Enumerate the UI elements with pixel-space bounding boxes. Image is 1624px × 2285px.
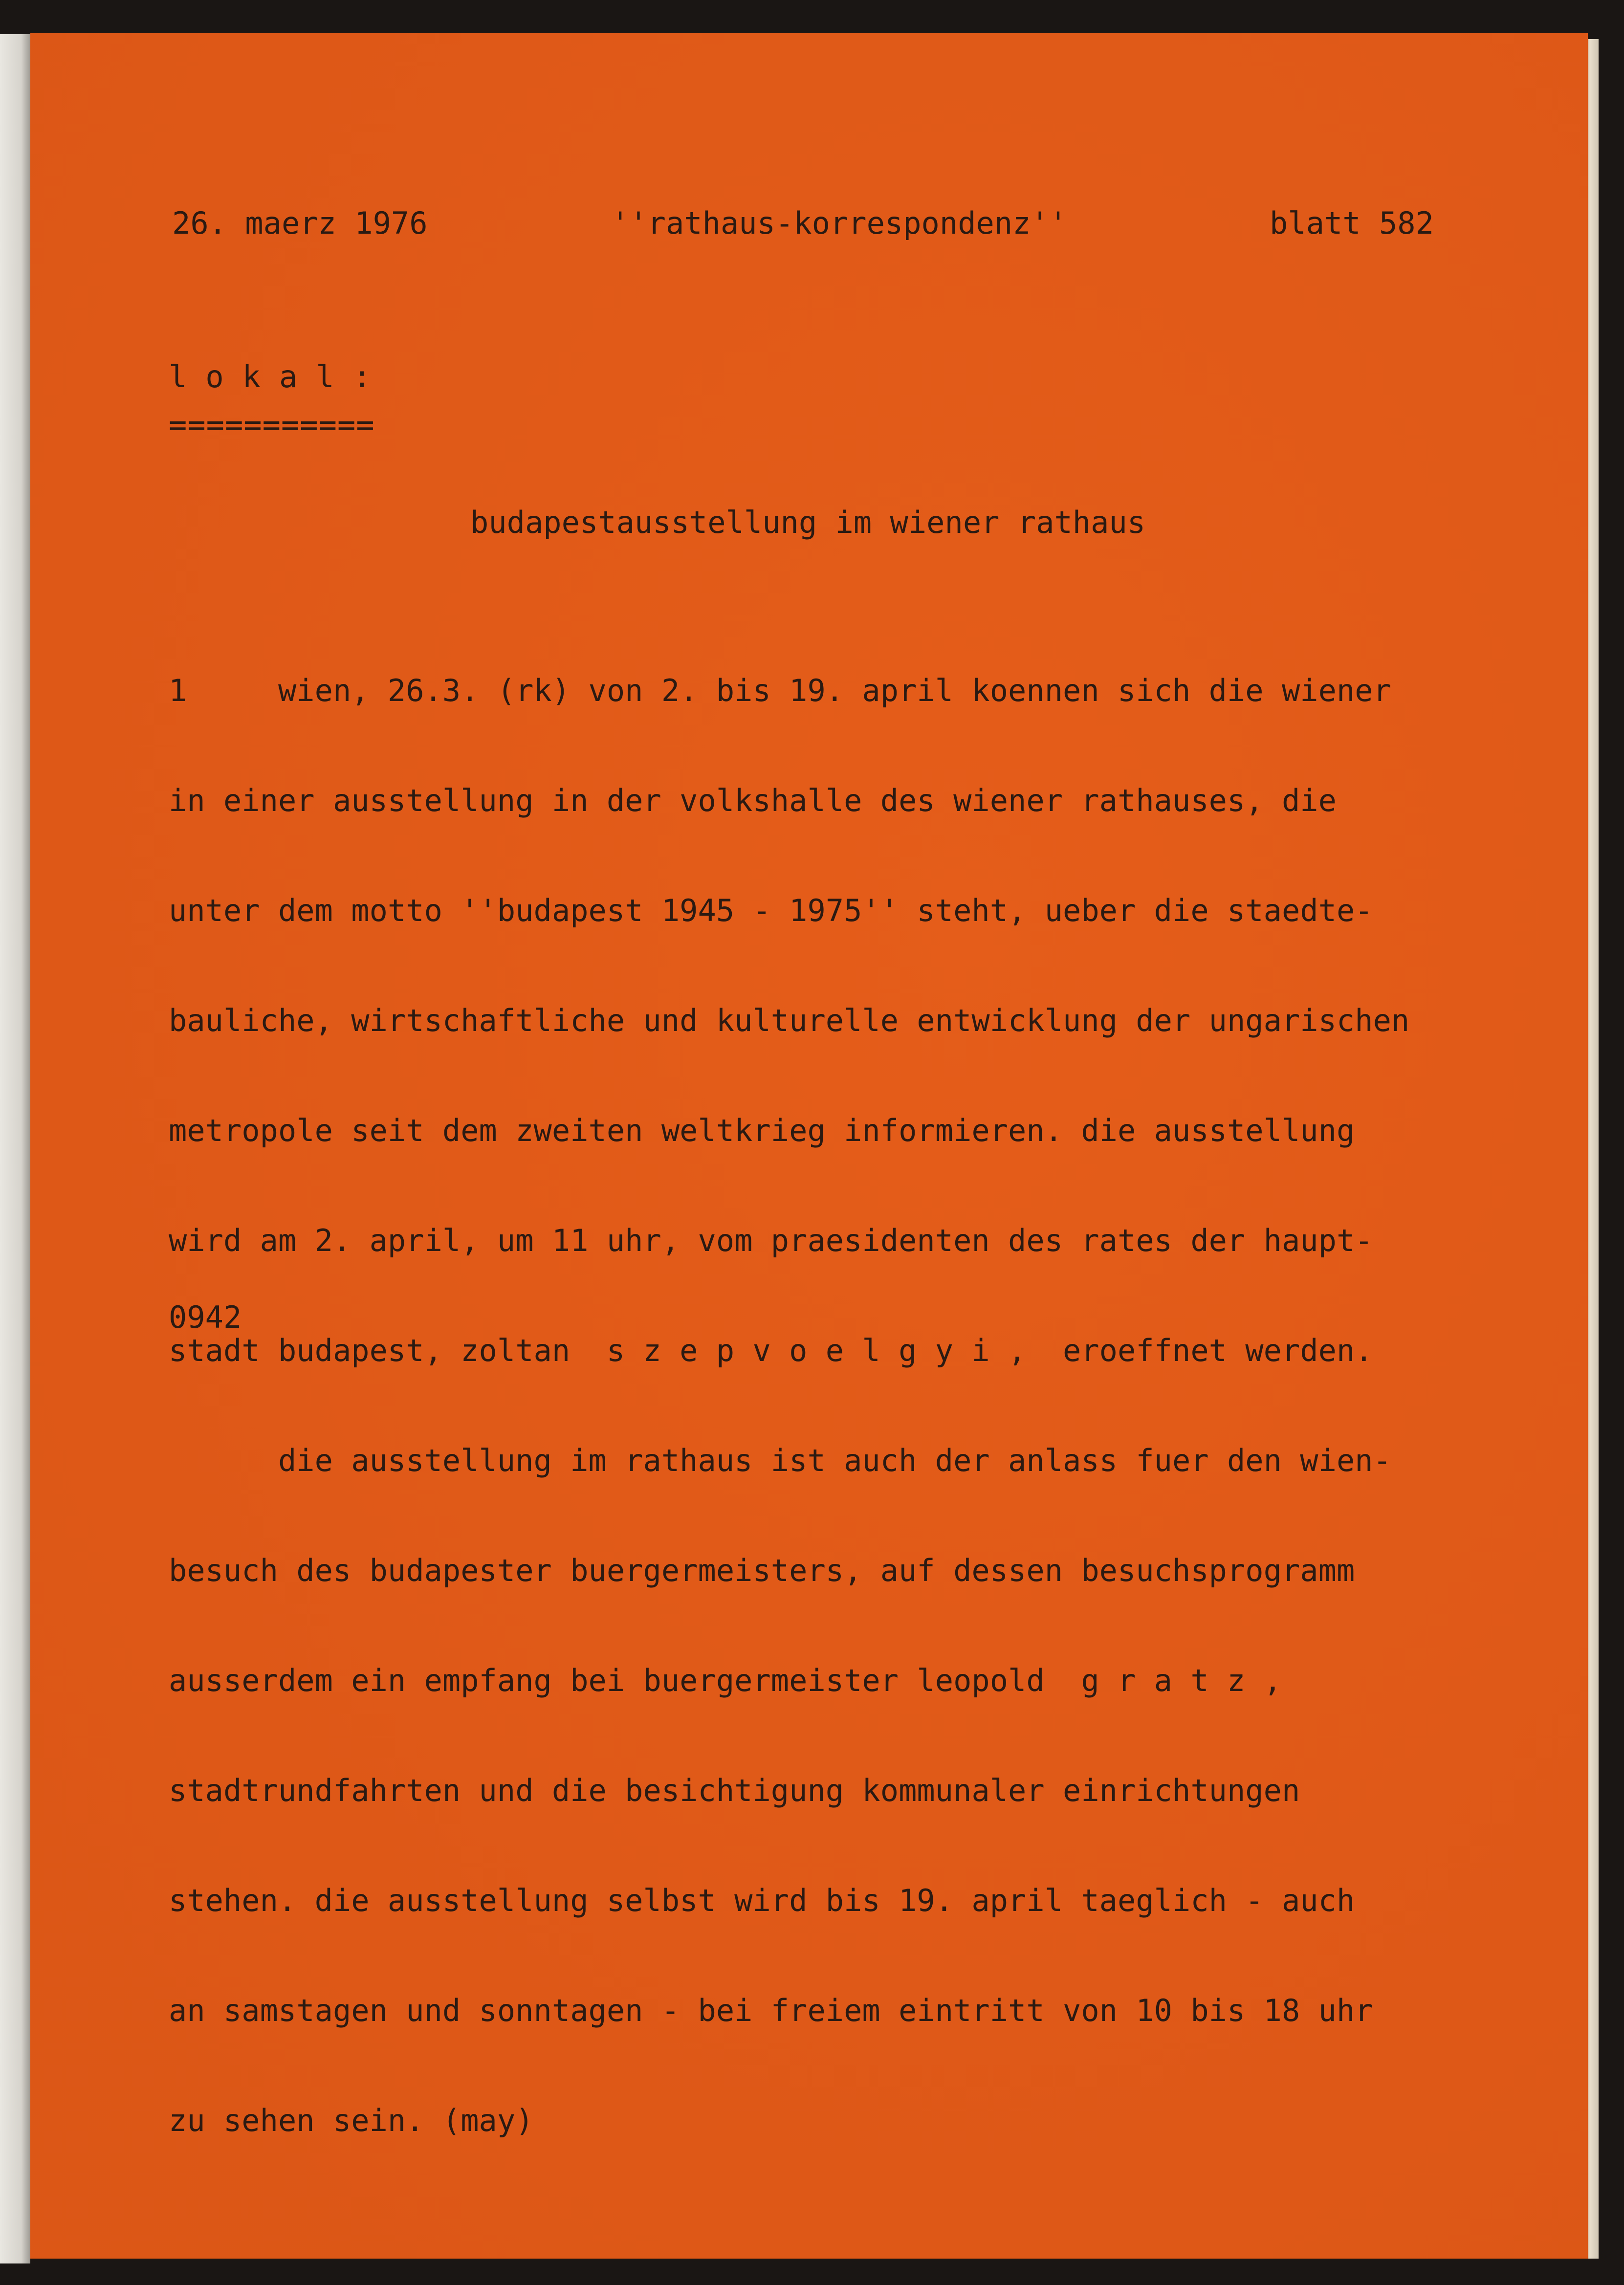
section-underline: =========== xyxy=(169,407,375,442)
body-line: stadt budapest, zoltan s z e p v o e l g y i , eroeffnet werden. xyxy=(169,1333,1373,1368)
body-line: metropole seit dem zweiten weltkrieg informieren. die ausstellung xyxy=(169,1113,1355,1148)
article-headline: budapestausstellung im wiener rathaus xyxy=(470,505,1146,540)
body-line: 1 wien, 26.3. (rk) von 2. bis 19. april koennen sich die wiener xyxy=(169,673,1391,708)
adjacent-page-edge xyxy=(0,34,30,2263)
body-line: unter dem motto ''budapest 1945 - 1975'' steht, ueber die staedte- xyxy=(169,893,1373,928)
body-line: in einer ausstellung in der volkshalle des wiener rathauses, die xyxy=(169,783,1337,818)
body-line: ausserdem ein empfang bei buergermeister leopold g r a t z , xyxy=(169,1663,1282,1698)
body-line: die ausstellung im rathaus ist auch der anlass fuer den wien- xyxy=(169,1443,1391,1478)
body-line: bauliche, wirtschaftliche und kulturelle entwicklung der ungarischen xyxy=(169,1003,1410,1038)
article-body xyxy=(169,605,1409,2206)
orange-typed-sheet xyxy=(30,33,1588,2259)
header-publication: ''rathaus-korrespondenz'' xyxy=(611,205,1068,241)
body-line: stadtrundfahrten und die besichtigung kommunaler einrichtungen xyxy=(169,1773,1300,1808)
header-sheet-number: blatt 582 xyxy=(1270,205,1434,241)
body-line: besuch des budapester buergermeisters, auf dessen besuchsprogramm xyxy=(169,1553,1355,1588)
body-line: an samstagen und sonntagen - bei freiem eintritt von 10 bis 18 uhr xyxy=(169,1993,1373,2028)
body-line: wird am 2. april, um 11 uhr, vom praesidenten des rates der haupt- xyxy=(169,1223,1373,1258)
document-code: 0942 xyxy=(169,1299,242,1335)
header-date: 26. maerz 1976 xyxy=(172,205,428,241)
body-line: zu sehen sein. (may) xyxy=(169,2103,534,2138)
section-label: lokal: xyxy=(169,359,390,395)
body-line: stehen. die ausstellung selbst wird bis 19. april taeglich - auch xyxy=(169,1883,1355,1918)
